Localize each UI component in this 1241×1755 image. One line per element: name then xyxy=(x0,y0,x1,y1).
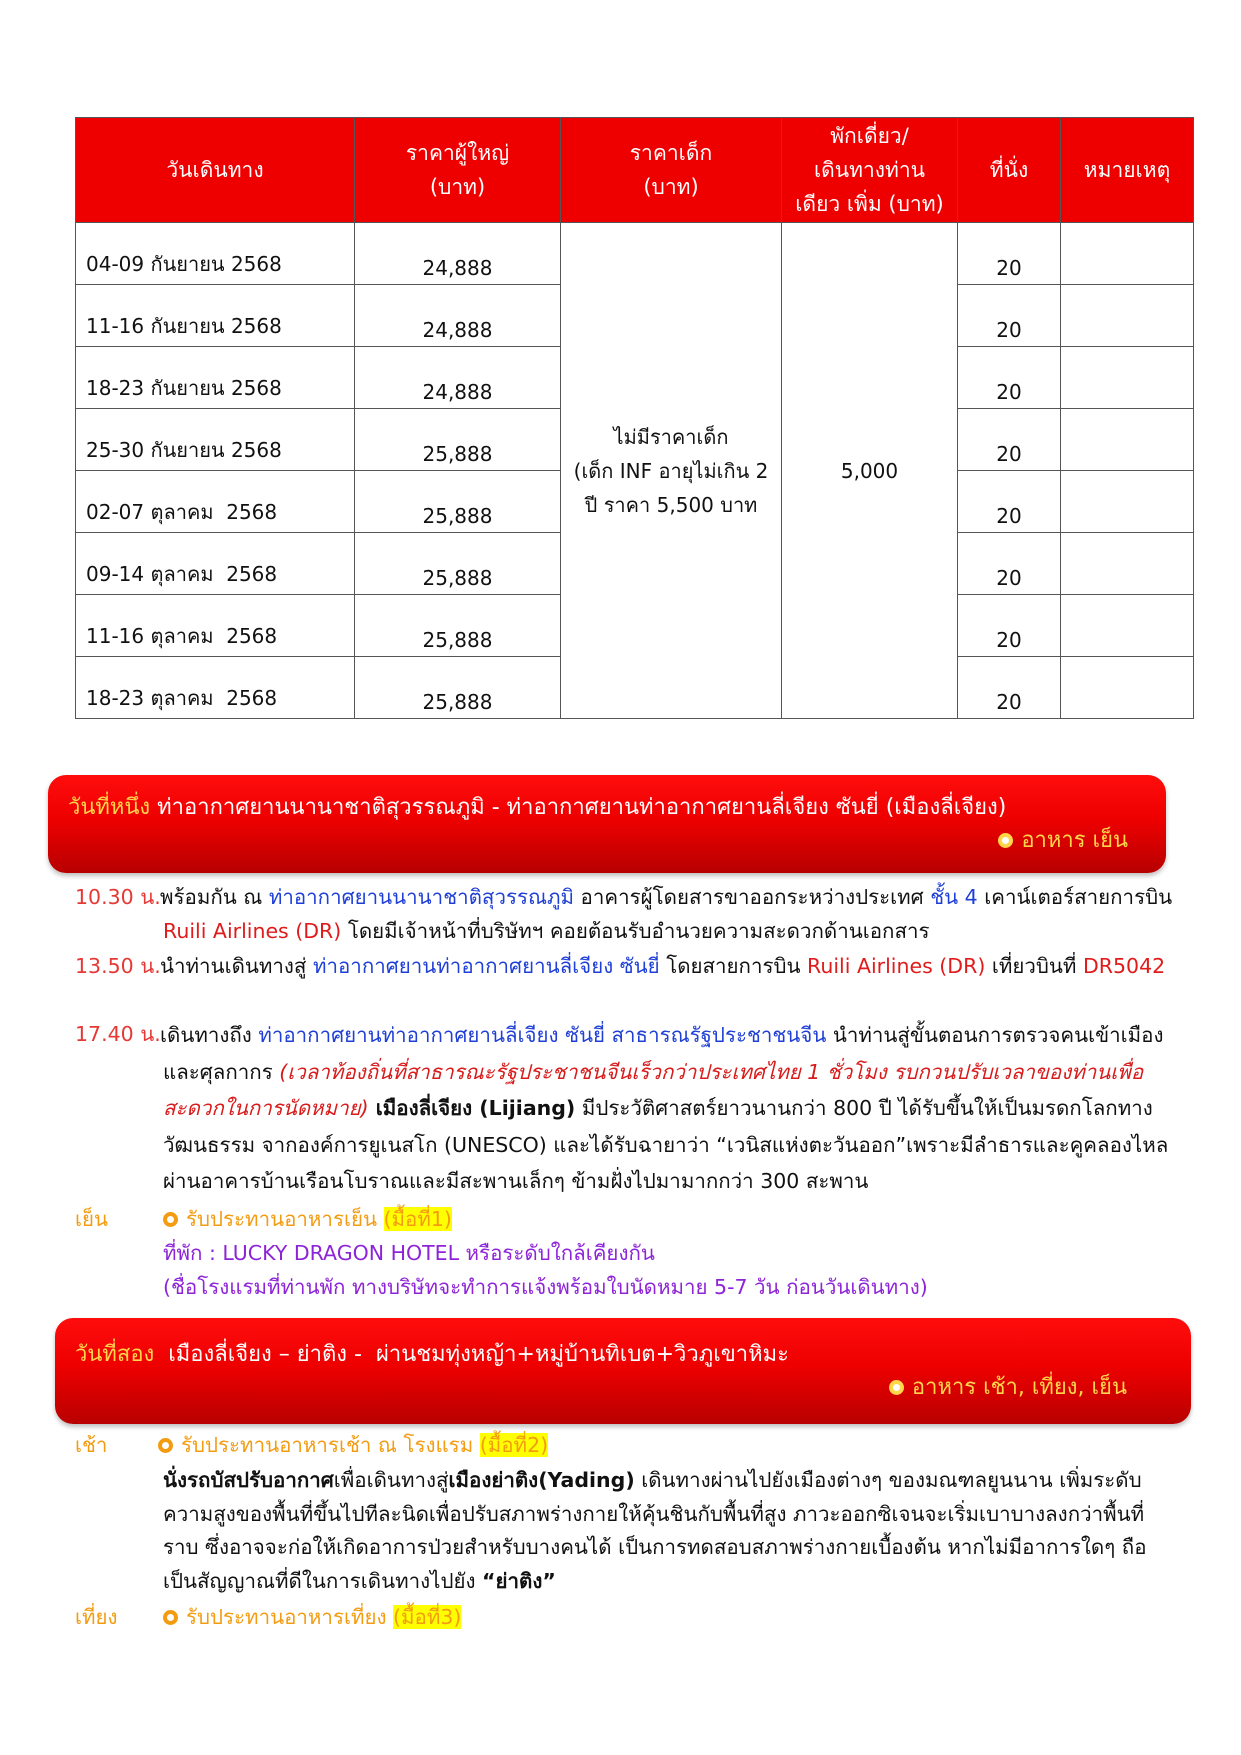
dinner-text: รับประทานอาหารเย็น (มื้อที่1) xyxy=(163,1202,1175,1236)
table-row xyxy=(76,223,1194,285)
day2-lunch xyxy=(75,1600,1175,1634)
day1-item-1350 xyxy=(75,949,1175,983)
row-adult-price: 24,888 xyxy=(355,347,561,409)
row-date: 18-23 ตุลาคม 2568 xyxy=(76,657,355,719)
day1-dinner xyxy=(75,1202,1175,1304)
day2-heading xyxy=(75,1336,789,1371)
day2-paragraph xyxy=(75,1464,1175,1598)
price-table xyxy=(75,117,1194,719)
dish-icon xyxy=(163,1212,178,1227)
header-seats: ที่นั่ง xyxy=(958,118,1061,223)
day2-banner xyxy=(55,1318,1191,1424)
row-remarks xyxy=(1061,533,1194,595)
row-remarks xyxy=(1061,471,1194,533)
header-remarks: หมายเหตุ xyxy=(1061,118,1194,223)
day2-title: เมืองลี่เจียง – ย่าติง - ผ่านชมทุ่งหญ้า+หมู่บ้านทิเบต+วิวภูเขาหิมะ xyxy=(154,1342,789,1367)
row-adult-price: 24,888 xyxy=(355,285,561,347)
header-adult-price: ราคาผู้ใหญ่ (บาท) xyxy=(355,118,561,223)
row-seats: 20 xyxy=(958,533,1061,595)
day1-item-1740 xyxy=(75,1017,1175,1200)
row-date: 18-23 กันยายน 2568 xyxy=(76,347,355,409)
time-label: เที่ยง xyxy=(75,1605,118,1629)
day1-title: ท่าอากาศยานนานาชาติสุวรรณภูมิ - ท่าอากาศยานท่าอากาศยานลี่เจียง ซันยี่ (เมืองลี่เจียง) xyxy=(150,795,1007,820)
row-remarks xyxy=(1061,409,1194,471)
row-adult-price: 25,888 xyxy=(355,595,561,657)
row-date: 11-16 กันยายน 2568 xyxy=(76,285,355,347)
row-seats: 20 xyxy=(958,285,1061,347)
breakfast-text: รับประทานอาหารเช้า ณ โรงแรม (มื้อที่2) xyxy=(158,1428,1175,1462)
row-seats: 20 xyxy=(958,657,1061,719)
time-label: เช้า xyxy=(75,1433,108,1457)
time-label: เย็น xyxy=(75,1207,109,1231)
row-date: 02-07 ตุลาคม 2568 xyxy=(76,471,355,533)
dish-icon xyxy=(158,1438,173,1453)
row-remarks xyxy=(1061,347,1194,409)
row-adult-price: 24,888 xyxy=(355,223,561,285)
hotel-name: ที่พัก : LUCKY DRAGON HOTEL หรือระดับใกล้เคียงกัน xyxy=(163,1241,655,1265)
lunch-text: รับประทานอาหารเที่ยง (มื้อที่3) xyxy=(163,1600,1175,1634)
row-seats: 20 xyxy=(958,223,1061,285)
meal-number: (มื้อที่2) xyxy=(479,1433,549,1457)
row-date: 04-09 กันยายน 2568 xyxy=(76,223,355,285)
row-date: 09-14 ตุลาคม 2568 xyxy=(76,533,355,595)
row-remarks xyxy=(1061,285,1194,347)
day1-label: วันที่หนึ่ง xyxy=(68,795,151,820)
header-child-price: ราคาเด็ก (บาท) xyxy=(561,118,782,223)
day2-label: วันที่สอง xyxy=(75,1342,155,1367)
day1-item-1030 xyxy=(75,880,1175,948)
item-text: เดินทางถึง ท่าอากาศยานท่าอากาศยานลี่เจียง ซันยี่ สาธารณรัฐประชาชนจีน นำท่านสู่ขั้นตอนการตรวจคนเข้าเมืองและศุลกากร (เวลาท้องถิ่นที่สาธารณะรัฐประชาชนจีนเร็วกว่าประเทศไทย 1 ชั่วโมง รบกวนปรับเวลาของท่านเพื่อสะดวกในการนัดหมาย) เมืองลี่เจียง (Lijiang) มีประวัติศาสตร์ยาวนานกว่า 800 ปี ได้รับขึ้นให้เป็นมรดกโลกทางวัฒนธรรม จากองค์การยูเนสโก (UNESCO) และได้รับฉายาว่า “เวนิสแห่งตะวันออก”เพราะมีลำธารและคูคลองไหลผ่านอาคารบ้านเรือนโบราณและมีสะพานเล็กๆ ข้ามฝั่งไปมามากกว่า 300 สะพาน xyxy=(160,1023,1169,1193)
row-remarks xyxy=(1061,223,1194,285)
row-seats: 20 xyxy=(958,471,1061,533)
row-adult-price: 25,888 xyxy=(355,409,561,471)
time-label: 17.40 น. xyxy=(75,1022,161,1046)
time-label: 10.30 น. xyxy=(75,885,161,909)
row-remarks xyxy=(1061,595,1194,657)
child-price-note: ไม่มีราคาเด็ก (เด็ก INF อายุไม่เกิน 2 ปี ราคา 5,500 บาท xyxy=(561,223,782,719)
day1-meals: อาหาร เย็น xyxy=(998,822,1128,857)
row-date: 25-30 กันยายน 2568 xyxy=(76,409,355,471)
row-seats: 20 xyxy=(958,347,1061,409)
meal-number: (มื้อที่1) xyxy=(383,1207,452,1231)
dish-icon xyxy=(998,833,1013,848)
meal-number: (มื้อที่3) xyxy=(393,1605,462,1629)
hotel-note: (ชื่อโรงแรมที่ท่านพัก ทางบริษัทจะทำการแจ้งพร้อมใบนัดหมาย 5-7 วัน ก่อนวันเดินทาง) xyxy=(163,1275,928,1299)
item-text: นำท่านเดินทางสู่ ท่าอากาศยานท่าอากาศยานลี่เจียง ซันยี่ โดยสายการบิน Ruili Airlines (DR) เที่ยวบินที่ DR5042 xyxy=(160,954,1166,978)
row-seats: 20 xyxy=(958,595,1061,657)
dish-icon xyxy=(889,1380,904,1395)
row-adult-price: 25,888 xyxy=(355,533,561,595)
dish-icon xyxy=(163,1610,178,1625)
row-date: 11-16 ตุลาคม 2568 xyxy=(76,595,355,657)
header-travel-date: วันเดินทาง xyxy=(76,118,355,223)
table-header-row xyxy=(76,118,1194,223)
day1-banner xyxy=(48,775,1166,873)
day2-meals: อาหาร เช้า, เที่ยง, เย็น xyxy=(889,1369,1127,1404)
day2-breakfast xyxy=(75,1428,1175,1462)
row-seats: 20 xyxy=(958,409,1061,471)
item-text: พร้อมกัน ณ ท่าอากาศยานนานาชาติสุวรรณภูมิ อาคารผู้โดยสารขาออกระหว่างประเทศ ชั้น 4 เคาน์เตอร์สายการบิน Ruili Airlines (DR) โดยมีเจ้าหน้าที่บริษัทฯ คอยต้อนรับอำนวยความสะดวกด้านเอกสาร xyxy=(160,885,1173,943)
day1-heading xyxy=(68,789,1006,824)
header-single-supplement: พักเดี่ยว/ เดินทางท่าน เดียว เพิ่ม (บาท) xyxy=(782,118,958,223)
time-label: 13.50 น. xyxy=(75,954,161,978)
row-adult-price: 25,888 xyxy=(355,471,561,533)
paragraph-text: นั่งรถบัสปรับอากาศเพื่อเดินทางสู่เมืองย่าติง(Yading) เดินทางผ่านไปยังเมืองต่างๆ ของมณฑลยูนนาน เพิ่มระดับความสูงของพื้นที่ขึ้นไปทีละนิดเพื่อปรับสภาพร่างกายให้คุ้นชินกับพื้นที่สูง ภาวะออกซิเจนจะเริ่มเบาบางลงกว่าพื้นที่ราบ ซึ่งอาจจะก่อให้เกิดอาการป่วยสำหรับบางคนได้ เป็นการทดสอบสภาพร่างกายเบื้องต้น หากไม่มีอาการใดๆ ถือเป็นสัญญาณที่ดีในการเดินทางไปยัง “ย่าติง” xyxy=(163,1468,1147,1593)
row-adult-price: 25,888 xyxy=(355,657,561,719)
single-supplement-value: 5,000 xyxy=(782,223,958,719)
row-remarks xyxy=(1061,657,1194,719)
